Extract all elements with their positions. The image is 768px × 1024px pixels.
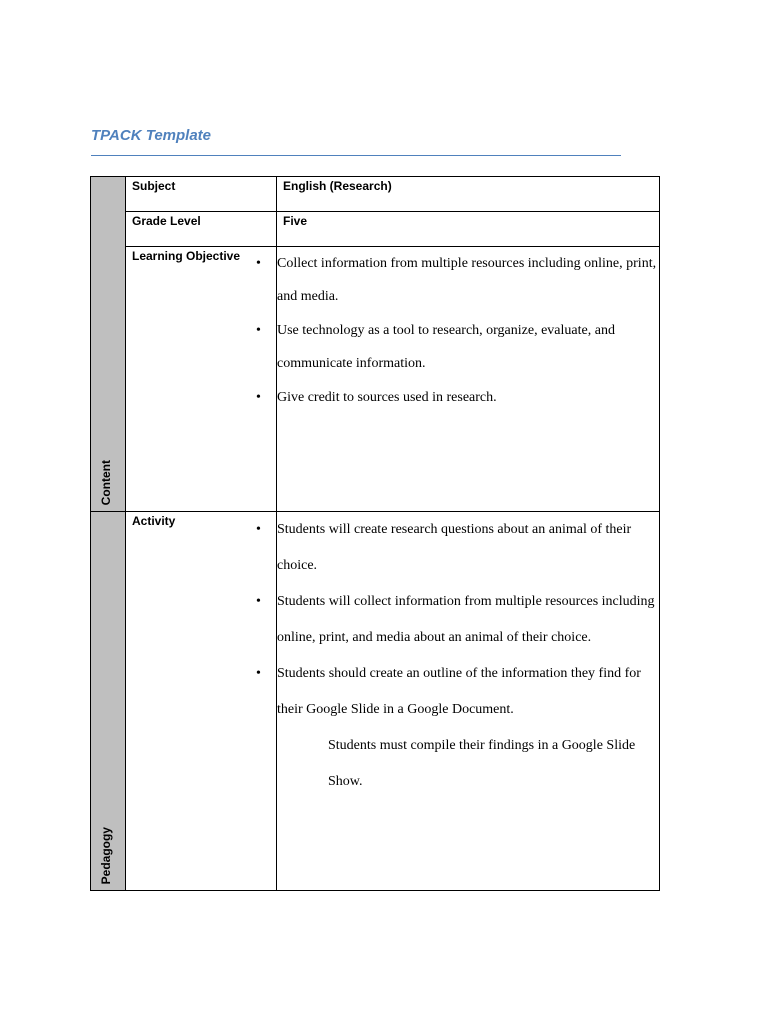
content-section-bar [91,177,126,512]
activity-text: Students will collect information from multiple resources including online, print, and media about an animal of their choice. [277,594,655,645]
objective-list [256,247,659,414]
activity-closing-text: Students must compile their findings in a Google Slide Show. [328,738,636,789]
activity-value-cell [256,512,660,891]
objective-label: Learning Objective [132,249,241,263]
table-row-objective [91,247,660,512]
pedagogy-section-bar [91,512,126,891]
activity-text: Students should create an outline of the information they find for their Google Slide in a Google Document. [277,666,641,717]
list-item [256,381,659,414]
subject-label-cell [126,177,277,212]
objective-label-cell [126,247,277,512]
bullet-icon: • [256,666,261,681]
tpack-table [90,176,660,891]
subject-value-cell [277,177,660,212]
list-item [256,584,659,656]
grade-label: Grade Level [132,214,201,228]
grade-value: Five [283,214,308,228]
objective-text: Give credit to sources used in research. [277,390,497,405]
list-item [256,247,659,313]
objective-text: Use technology as a tool to research, organize, evaluate, and communicate information. [277,323,615,371]
list-item [256,656,659,728]
pedagogy-section-label: Pedagogy [99,826,113,884]
activity-label-cell [126,512,277,891]
content-section-label: Content [99,459,113,505]
bullet-icon: • [256,390,261,405]
list-item [256,512,659,584]
objective-text: Collect information from multiple resources including online, print, and media. [277,256,657,304]
table-row-subject [91,177,660,212]
grade-label-cell [126,212,277,247]
bullet-icon: • [256,256,261,271]
list-item [256,314,659,380]
activity-list [256,512,659,728]
subject-value: English (Research) [283,179,392,193]
activity-label: Activity [132,514,176,528]
objective-value-cell [256,247,660,512]
activity-text: Students will create research questions about an animal of their choice. [277,522,632,573]
bullet-icon: • [256,522,261,537]
bullet-icon: • [256,594,261,609]
subject-label: Subject [132,179,176,193]
grade-value-cell [277,212,660,247]
document-title: TPACK Template [91,127,212,144]
table-row-activity [91,512,660,891]
table-row-grade [91,212,660,247]
title-underline [91,155,621,156]
bullet-icon: • [256,323,261,338]
